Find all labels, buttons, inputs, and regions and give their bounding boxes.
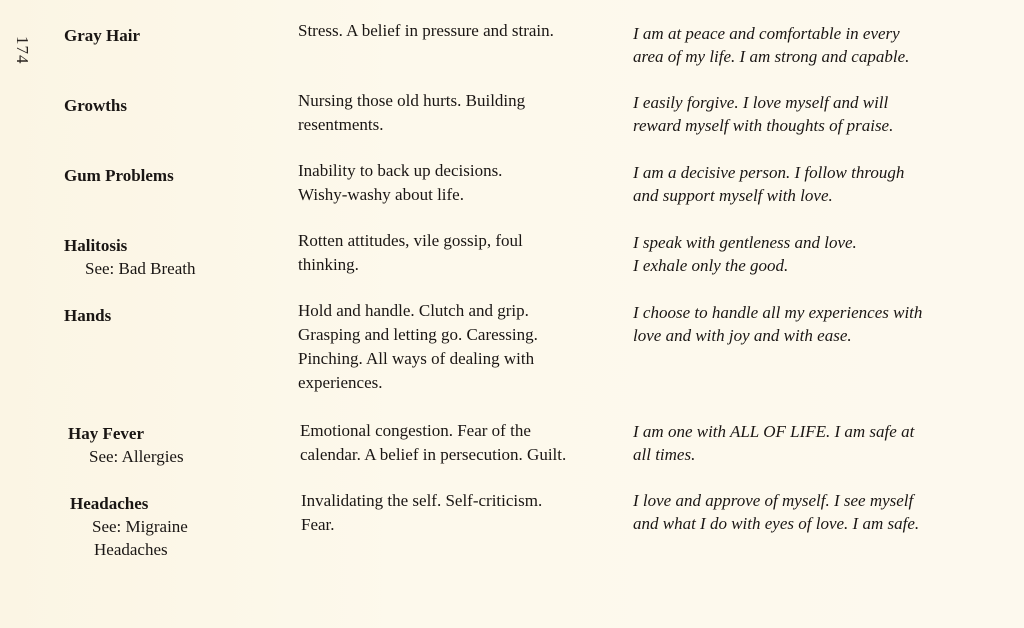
cause-line: Wishy-washy about life. — [298, 185, 464, 204]
entry-see-also-continued: Headaches — [94, 540, 168, 559]
entry-new-thought-pattern — [633, 161, 1013, 207]
entry-probable-cause — [298, 299, 628, 395]
cause-line: Hold and handle. Clutch and grip. — [298, 301, 529, 320]
pattern-line: I choose to handle all my experiences with — [633, 303, 923, 322]
entry-new-thought-pattern — [633, 22, 1013, 68]
entry-probable-cause — [298, 19, 628, 43]
cause-line: thinking. — [298, 255, 359, 274]
cause-line: Pinching. All ways of dealing with — [298, 349, 535, 368]
entry-see-also: See: Migraine — [92, 517, 188, 536]
entry-term: Gray Hair — [64, 26, 141, 45]
cause-line: Nursing those old hurts. Building — [298, 91, 526, 110]
pattern-line: area of my life. I am strong and capable. — [633, 47, 910, 66]
entry-see-also: See: Allergies — [89, 447, 184, 466]
cause-line: calendar. A belief in persecution. Guilt. — [300, 445, 567, 464]
pattern-line: reward myself with thoughts of praise. — [633, 116, 894, 135]
entry-new-thought-pattern — [633, 231, 1013, 277]
cause-line: Fear. — [301, 515, 335, 534]
entry-term: Hands — [64, 306, 112, 325]
entry-probable-cause — [298, 229, 628, 277]
pattern-line: I love and approve of myself. I see myself — [633, 491, 914, 510]
entry-term: Gum Problems — [64, 166, 174, 185]
cause-line: Grasping and letting go. Caressing. — [298, 325, 538, 344]
entry-term: Hay Fever — [68, 424, 144, 443]
cause-line: Inability to back up decisions. — [298, 161, 503, 180]
entry-term: Headaches — [70, 494, 149, 513]
cause-line: Invalidating the self. Self-criticism. — [301, 491, 543, 510]
pattern-line: I exhale only the good. — [633, 256, 789, 275]
pattern-line: all times. — [633, 445, 696, 464]
entry-see-also: See: Bad Breath — [85, 259, 196, 278]
pattern-line: I easily forgive. I love myself and will — [633, 93, 889, 112]
entry-probable-cause — [300, 419, 630, 467]
pattern-line: and what I do with eyes of love. I am safe. — [633, 514, 920, 533]
page-number: 174 — [13, 36, 32, 65]
pattern-line: I am one with ALL OF LIFE. I am safe at — [633, 422, 915, 441]
entry-probable-cause — [298, 89, 628, 137]
pattern-line: I am at peace and comfortable in every — [633, 24, 900, 43]
entry-new-thought-pattern — [633, 420, 1013, 466]
pattern-line: and support myself with love. — [633, 186, 833, 205]
pattern-line: I speak with gentleness and love. — [633, 233, 857, 252]
cause-line: resentments. — [298, 115, 384, 134]
entry-new-thought-pattern — [633, 301, 1013, 347]
entry-term: Halitosis — [64, 236, 128, 255]
pattern-line: love and with joy and with ease. — [633, 326, 852, 345]
entry-probable-cause — [298, 159, 628, 207]
entry-new-thought-pattern — [633, 91, 1013, 137]
pattern-line: I am a decisive person. I follow through — [633, 163, 905, 182]
cause-line: experiences. — [298, 373, 383, 392]
cause-line: Emotional congestion. Fear of the — [300, 421, 531, 440]
cause-line: Stress. A belief in pressure and strain. — [298, 21, 554, 40]
cause-line: Rotten attitudes, vile gossip, foul — [298, 231, 523, 250]
entry-probable-cause — [301, 489, 631, 537]
entry-new-thought-pattern — [633, 489, 1013, 535]
entry-term: Growths — [64, 96, 127, 115]
